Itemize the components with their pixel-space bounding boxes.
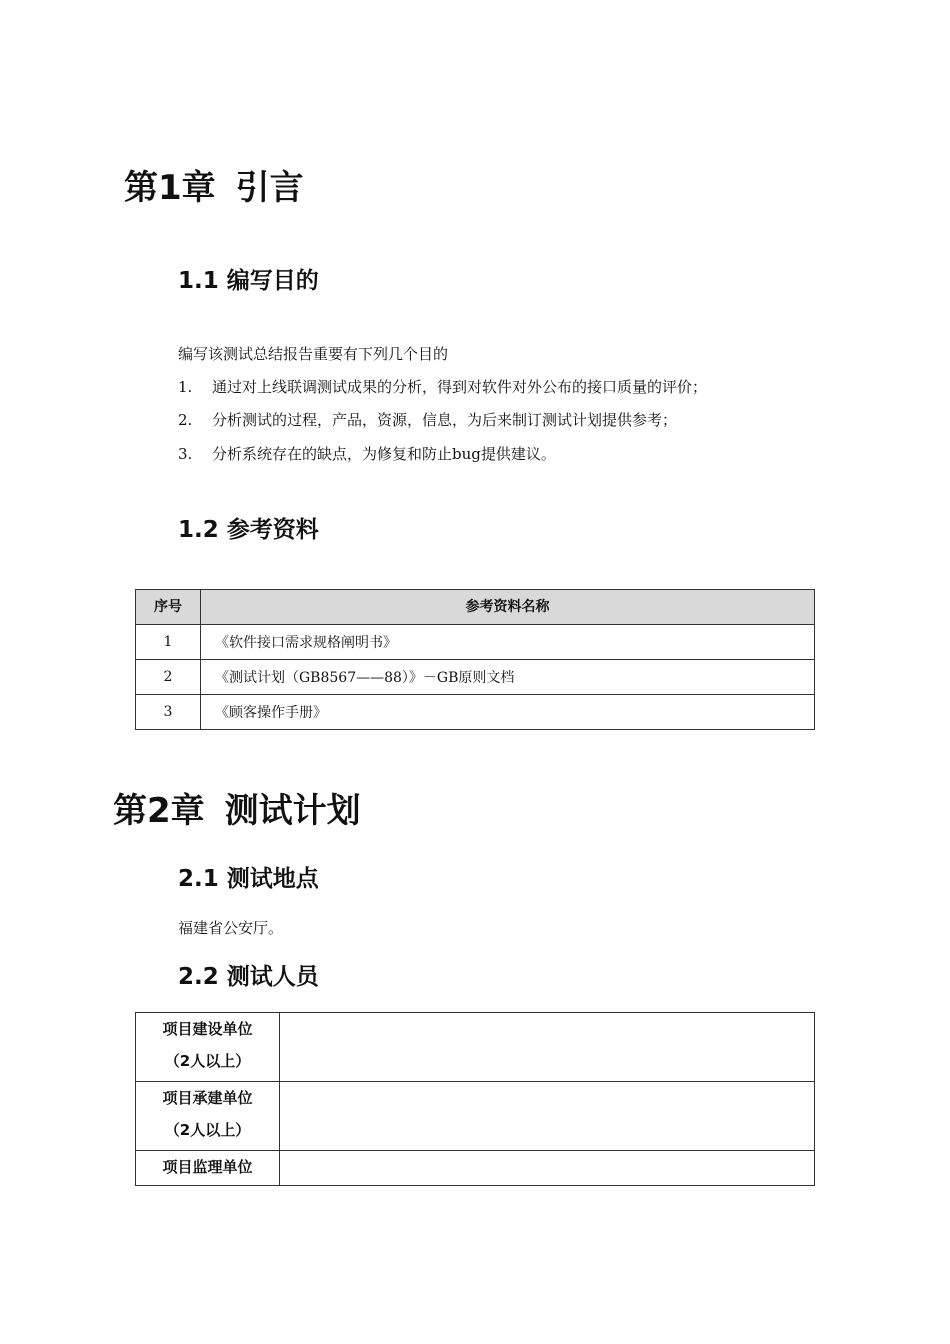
list-item-number: 2. bbox=[178, 411, 193, 429]
table-row bbox=[136, 1013, 815, 1082]
list-item-text: 分析系统存在的缺点，为修复和防止bug提供建议。 bbox=[212, 445, 556, 463]
header-index: 序号 bbox=[136, 590, 201, 625]
table-row bbox=[136, 695, 815, 730]
chapter-2-title bbox=[113, 783, 361, 832]
list-item bbox=[178, 376, 707, 397]
row-index: 3 bbox=[136, 695, 201, 730]
table-row bbox=[136, 1151, 815, 1186]
chapter-1-title bbox=[124, 160, 304, 209]
list-item bbox=[178, 443, 556, 464]
reference-table bbox=[135, 589, 815, 730]
staff-label-line2: （2人以上） bbox=[164, 1052, 251, 1070]
table-row bbox=[136, 660, 815, 695]
chapter-2-name: 测试计划 bbox=[224, 791, 361, 831]
section-2-2-heading: 2.2 测试人员 bbox=[178, 964, 319, 990]
list-item-text: 分析测试的过程，产品，资源，信息，为后来制订测试计划提供参考； bbox=[212, 411, 678, 429]
staff-value bbox=[280, 1013, 815, 1082]
chapter-1-number: 第1章 bbox=[124, 168, 216, 208]
test-location-text: 福建省公安厅。 bbox=[178, 919, 284, 937]
staff-label bbox=[136, 1013, 280, 1082]
list-item bbox=[178, 409, 677, 430]
row-name: 《顾客操作手册》 bbox=[201, 695, 815, 730]
list-item-number: 1. bbox=[178, 378, 193, 396]
staff-label bbox=[136, 1151, 280, 1186]
staff-label-line1: 项目承建单位 bbox=[162, 1089, 253, 1107]
section-1-2-heading: 1.2 参考资料 bbox=[178, 517, 319, 543]
header-name: 参考资料名称 bbox=[201, 590, 815, 625]
staff-table bbox=[135, 1012, 815, 1186]
row-name: 《测试计划（GB8567——88）》－GB原则文档 bbox=[201, 660, 815, 695]
staff-label-line2: （2人以上） bbox=[164, 1121, 251, 1139]
section-1-1-heading: 1.1 编写目的 bbox=[178, 268, 319, 294]
table-row bbox=[136, 1082, 815, 1151]
section-2-1-heading: 2.1 测试地点 bbox=[178, 866, 319, 892]
staff-label-line1: 项目建设单位 bbox=[162, 1020, 253, 1038]
row-index: 1 bbox=[136, 625, 201, 660]
list-item-number: 3. bbox=[178, 445, 193, 463]
table-row bbox=[136, 625, 815, 660]
reference-table-header bbox=[136, 590, 815, 625]
staff-value bbox=[280, 1082, 815, 1151]
staff-label bbox=[136, 1082, 280, 1151]
row-index: 2 bbox=[136, 660, 201, 695]
section-1-1-intro: 编写该测试总结报告重要有下列几个目的 bbox=[178, 345, 449, 363]
chapter-1-name: 引言 bbox=[235, 168, 304, 208]
row-name: 《软件接口需求规格阐明书》 bbox=[201, 625, 815, 660]
staff-label-line1: 项目监理单位 bbox=[162, 1158, 253, 1176]
staff-value bbox=[280, 1151, 815, 1186]
chapter-2-number: 第2章 bbox=[113, 791, 205, 831]
list-item-text: 通过对上线联调测试成果的分析，得到对软件对外公布的接口质量的评价； bbox=[212, 378, 708, 396]
